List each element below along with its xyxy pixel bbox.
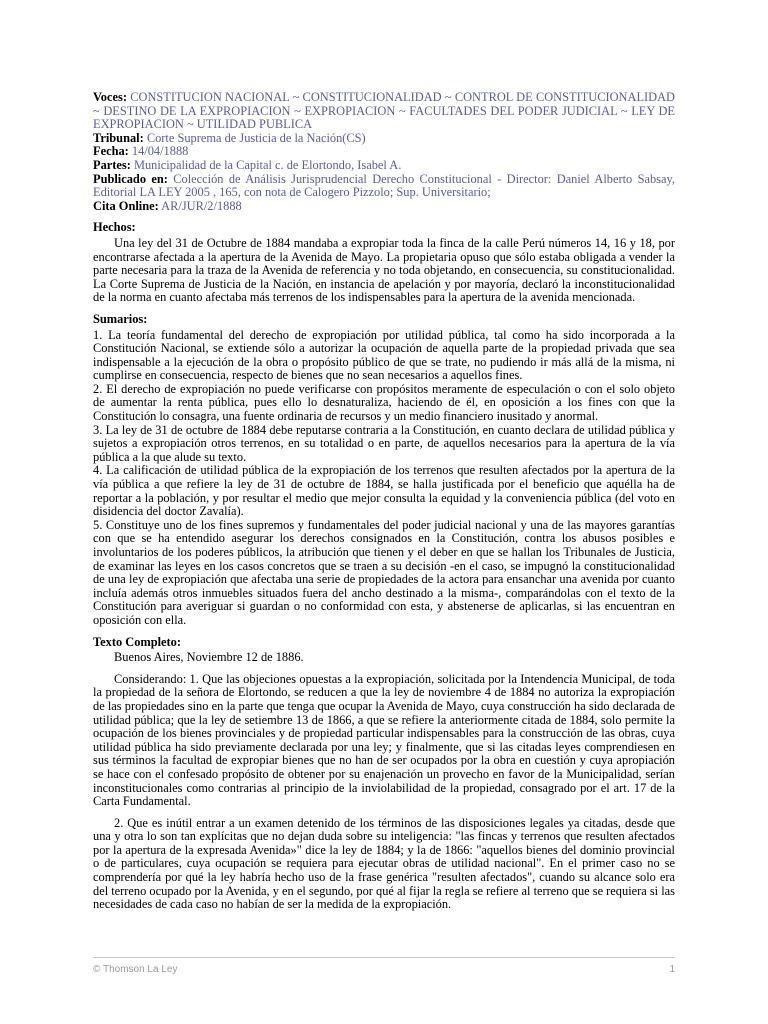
considerando-paragraph: 2. Que es inútil entrar a un examen detenido de los términos de las disposiciones legales ya citadas, desde que una y otra lo son tan explícitas que no dejan duda sobre su inteligencia: "las fincas y terrenos que resulten afectados por la apertura de la expresada Avenida»" dice la ley de 1884; y la de 1866: "aquellos bienes del dominio provincial o de particulares, cuya ocupación se requiera para ejecutar obras de utilidad nacional". En el primer caso no se comprendería por qué la ley habría hecho uso de la frase genérica "resulten afectados", cuando su alcance solo era del terreno ocupado por la Avenida, y en el segundo, por qué al fijar la regla se refiere al terreno que se requiera si las necesidades de cada caso no habían de ser la medida de la expropiación. bbox=[93, 815, 675, 912]
fecha-value: 14/04/1888 bbox=[131, 144, 189, 159]
fecha-row bbox=[93, 145, 675, 159]
fecha-label: Fecha: bbox=[93, 144, 129, 159]
document-page bbox=[93, 91, 675, 912]
publicado-value[interactable]: Colección de Análisis Jurisprudencial Derecho Constitucional - Director: Daniel Alberto Sabsay, Editorial LA LEY 2005 , 165, con nota de Calogero Pizzolo; Sup. Universitario; bbox=[93, 171, 675, 200]
sumario-item: 4. La calificación de utilidad pública de la expropiación de los terrenos que resulten afectados por la apertura de la vía pública a que refiere la ley de 31 de octubre de 1884, se halla justificada por el beneficio que aquélla ha de reportar a la población, y por resultar el medio que mejor consulta la equidad y la conveniencia pública (del voto en disidencia del doctor Zavalía). bbox=[93, 463, 675, 519]
publicado-label: Publicado en: bbox=[93, 171, 168, 186]
partes-value: Municipalidad de la Capital c. de Elortondo, Isabel A. bbox=[133, 157, 402, 172]
footer-copyright: © Thomson La Ley bbox=[93, 964, 178, 975]
hechos-section bbox=[93, 221, 675, 305]
sumario-item: 1. La teoría fundamental del derecho de expropiación por utilidad pública, tal como ha sido incorporada a la Constitución Nacional, se extiende sólo a autorizar la ocupación de aquella parte de la propiedad privada que sea indispensable a la ejecución de la obra o propósito público de que se trate, no pudiendo ir más allá de la misma, ni cumplirse en consecuencia, respecto de bienes que no sean necesarios a aquellos fines. bbox=[93, 327, 675, 383]
texto-completo-section bbox=[93, 636, 675, 912]
cita-row bbox=[93, 200, 675, 214]
sumarios-title: Sumarios: bbox=[93, 311, 148, 326]
sumario-item: 2. El derecho de expropiación no puede verificarse con propósitos meramente de especulación o con el solo objeto de aumentar la renta pública, pues ello lo desnaturaliza, haciendo de él, en oposición a los fines con que la Constitución lo consagra, una fuente ordinaria de recursos y un medio financiero inusitado y anormal. bbox=[93, 381, 675, 424]
tribunal-value[interactable]: Corte Suprema de Justicia de la Nación(CS) bbox=[146, 130, 366, 145]
publicado-row bbox=[93, 173, 675, 200]
hechos-title: Hechos: bbox=[93, 220, 136, 235]
tribunal-row bbox=[93, 132, 675, 146]
cita-value[interactable]: AR/JUR/2/1888 bbox=[161, 198, 242, 213]
page-number: 1 bbox=[669, 964, 675, 975]
footer-divider bbox=[93, 957, 675, 958]
metadata-block bbox=[93, 91, 675, 213]
hechos-text: Una ley del 31 de Octubre de 1884 mandaba a expropiar toda la finca de la calle Perú números 14, 16 y 18, por encontrarse afectada a la apertura de la Avenida de Mayo. La propietaria opuso que sólo estaba obligada a vender la parte necesaria para la traza de la Avenida de referencia y no toda objetando, en consecuencia, su constitucionalidad. La Corte Suprema de Justicia de la Nación, en instancia de apelación y por mayoría, declaró la inconstitucionalidad de la norma en cuanto afectaba más terrenos de los indispensables para la apertura de la avenida mencionada. bbox=[93, 235, 675, 305]
sumario-item: 3. La ley de 31 de octubre de 1884 debe reputarse contraria a la Constitución, en cuanto declara de utilidad pública y sujetos a expropiación otros terrenos, en su totalidad o en parte, de aquellos necesarios para la apertura de la vía pública a la que alude su texto. bbox=[93, 422, 675, 464]
sumario-item: 5. Constituye uno de los fines supremos y fundamentales del poder judicial nacional y una de las mayores garantías con que se ha entendido asegurar los derechos consignados en la Constitución, contra los abusos posibles e involuntarios de los poderes públicos, la atribución que tienen y el deber en que se hallan los Tribunales de Justicia, de examinar las leyes en los casos concretos que se traen a su decisión -en el caso, se impugnó la constitucionalidad de una ley de expropiación que afectaba una serie de propiedades de la actora para ensanchar una avenida por cuanto incluía además otros inmuebles situados fuera del ancho destinado a la misma-, comparándolas con el texto de la Constitución para averiguar si guardan o no conformidad con esta, y abstenerse de aplicarlas, si las encuentran en oposición con ella. bbox=[93, 517, 675, 627]
voces-row bbox=[93, 91, 675, 132]
voces-value[interactable]: CONSTITUCION NACIONAL ~ CONSTITUCIONALIDAD ~ CONTROL DE CONSTITUCIONALIDAD ~ DESTINO DE LA EXPROPIACION ~ EXPROPIACION ~ FACULTADES DEL PODER JUDICIAL ~ LEY DE EXPROPIACION ~ UTILIDAD PUBLICA bbox=[93, 90, 675, 132]
texto-completo-title: Texto Completo: bbox=[93, 634, 181, 649]
sumarios-section bbox=[93, 313, 675, 628]
dateline: Buenos Aires, Noviembre 12 de 1886. bbox=[114, 650, 304, 665]
partes-label: Partes: bbox=[93, 157, 131, 172]
voces-label: Voces: bbox=[93, 90, 127, 104]
cita-label: Cita Online: bbox=[93, 198, 159, 213]
tribunal-label: Tribunal: bbox=[93, 130, 144, 145]
partes-row bbox=[93, 159, 675, 173]
considerando-paragraph: Considerando: 1. Que las objeciones opuestas a la expropiación, solicitada por la Intendencia Municipal, de toda la propiedad de la señora de Elortondo, se reducen a que la ley de noviembre 4 de 1884 no autoriza la expropiación de las propiedades sino en la parte que tenga que ocupar la Avenida de Mayo, cuya construcción ha sido declarada de utilidad pública; que la ley de setiembre 13 de 1866, a que se refiere la anteriormente citada de 1884, solo permite la ocupación de los bienes provinciales y de propiedad particular indispensables para la construcción de las obras, cuya utilidad pública ha sido previamente declarada por una ley; y finalmente, que si las citadas leyes comprendiesen en sus términos la facultad de expropiar bienes que no han de ser ocupados por la obra en cuestión y cuya apropiación se hace con el confesado propósito de obtener por su enajenación un provecho en favor de la Municipalidad, serían inconstitucionales como contrarias al principio de la inviolabilidad de la propiedad, consagrado por el art. 17 de la Carta Fundamental. bbox=[93, 671, 675, 809]
